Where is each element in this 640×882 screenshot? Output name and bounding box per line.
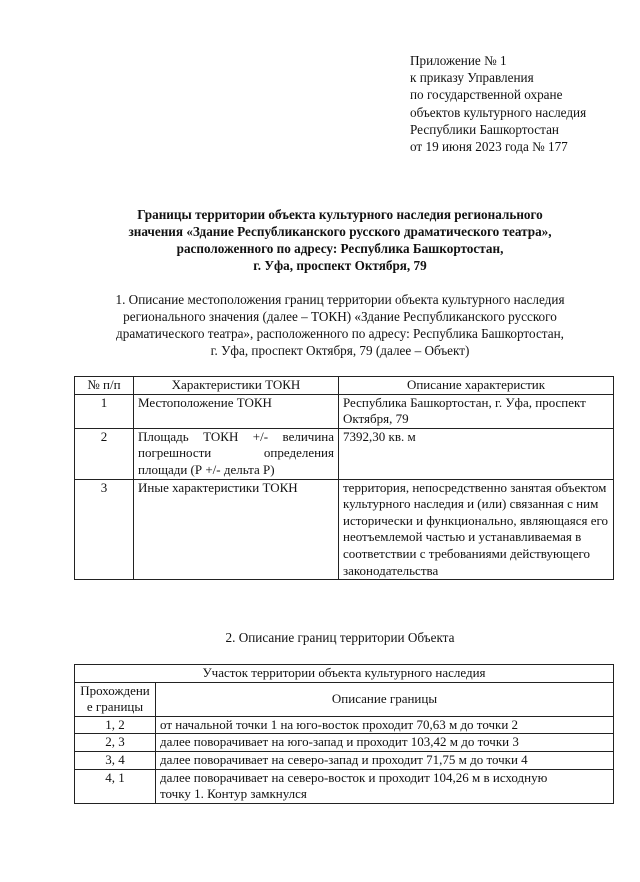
row-boundary-description: далее поворачивает на юго-запад и проходит 103,42 м до точки 3 bbox=[156, 734, 614, 752]
title-line: Границы территории объекта культурного наследия регионального bbox=[137, 207, 543, 222]
table-row bbox=[75, 734, 614, 752]
row-boundary-description: далее поворачивает на северо-восток и проходит 104,26 м в исходную точку 1. Контур замкнулся bbox=[156, 769, 614, 803]
table-row bbox=[75, 479, 614, 580]
section-1-line: г. Уфа, проспект Октября, 79 (далее – Объект) bbox=[210, 343, 470, 358]
appendix-line: к приказу Управления bbox=[410, 70, 534, 86]
title-line: расположенного по адресу: Республика Башкортостан, bbox=[176, 241, 504, 256]
row-description: территория, непосредственно занятая объектом культурного наследия и (или) связанная с ним исторически и функционально, являющаяся его неотъемлемой частью и устанавливаемая в соответствии с требованиями действующего законодательства bbox=[339, 479, 614, 580]
table-row bbox=[75, 769, 614, 803]
section-1-line: драматического театра», расположенного по адресу: Республика Башкортостан, bbox=[116, 326, 564, 341]
header-boundary-description: Описание границы bbox=[156, 682, 614, 716]
table-header-row bbox=[75, 377, 614, 395]
row-pass: 4, 1 bbox=[75, 769, 156, 803]
table-caption-row bbox=[75, 665, 614, 683]
row-characteristic: Иные характеристики ТОКН bbox=[134, 479, 339, 580]
table-row bbox=[75, 716, 614, 734]
row-boundary-description: далее поворачивает на северо-запад и проходит 71,75 м до точки 4 bbox=[156, 751, 614, 769]
table-row bbox=[75, 428, 614, 479]
header-description: Описание характеристик bbox=[339, 377, 614, 395]
header-pass: Прохождение границы bbox=[75, 682, 156, 716]
appendix-line: по государственной охране bbox=[410, 87, 563, 103]
appendix-block bbox=[410, 52, 586, 155]
boundary-table-caption: Участок территории объекта культурного наследия bbox=[75, 665, 614, 683]
appendix-line: объектов культурного наследия bbox=[410, 104, 587, 120]
header-number: № п/п bbox=[75, 377, 134, 395]
boundary-table bbox=[74, 664, 614, 804]
section-1-heading bbox=[60, 291, 620, 359]
table-row bbox=[75, 394, 614, 428]
row-number: 2 bbox=[75, 428, 134, 479]
appendix-line: Республики Башкортостан bbox=[410, 121, 559, 137]
row-boundary-description: от начальной точки 1 на юго-восток проходит 70,63 м до точки 2 bbox=[156, 716, 614, 734]
title-line: значения «Здание Республиканского русского драматического театра», bbox=[128, 224, 552, 239]
row-characteristic: Площадь ТОКН +/- величина погрешности определения площади (Р +/- дельта Р) bbox=[134, 428, 339, 479]
section-2-heading: 2. Описание границ территории Объекта bbox=[225, 630, 455, 645]
row-description: 7392,30 кв. м bbox=[339, 428, 614, 479]
header-characteristic: Характеристики ТОКН bbox=[134, 377, 339, 395]
row-number: 3 bbox=[75, 479, 134, 580]
row-characteristic: Местоположение ТОКН bbox=[134, 394, 339, 428]
row-pass: 1, 2 bbox=[75, 716, 156, 734]
row-description: Республика Башкортостан, г. Уфа, проспект Октября, 79 bbox=[339, 394, 614, 428]
title-line: г. Уфа, проспект Октября, 79 bbox=[253, 258, 427, 273]
section-1-line: 1. Описание местоположения границ территории объекта культурного наследия bbox=[115, 292, 565, 307]
appendix-line: Приложение № 1 bbox=[410, 53, 507, 68]
characteristics-table bbox=[74, 376, 614, 580]
row-pass: 3, 4 bbox=[75, 751, 156, 769]
appendix-line: от 19 июня 2023 года № 177 bbox=[410, 139, 568, 155]
row-number: 1 bbox=[75, 394, 134, 428]
document-title bbox=[60, 206, 620, 274]
section-1-line: регионального значения (далее – ТОКН) «Здание Республиканского русского bbox=[123, 309, 557, 324]
row-pass: 2, 3 bbox=[75, 734, 156, 752]
table-row bbox=[75, 751, 614, 769]
table-header-row bbox=[75, 682, 614, 716]
